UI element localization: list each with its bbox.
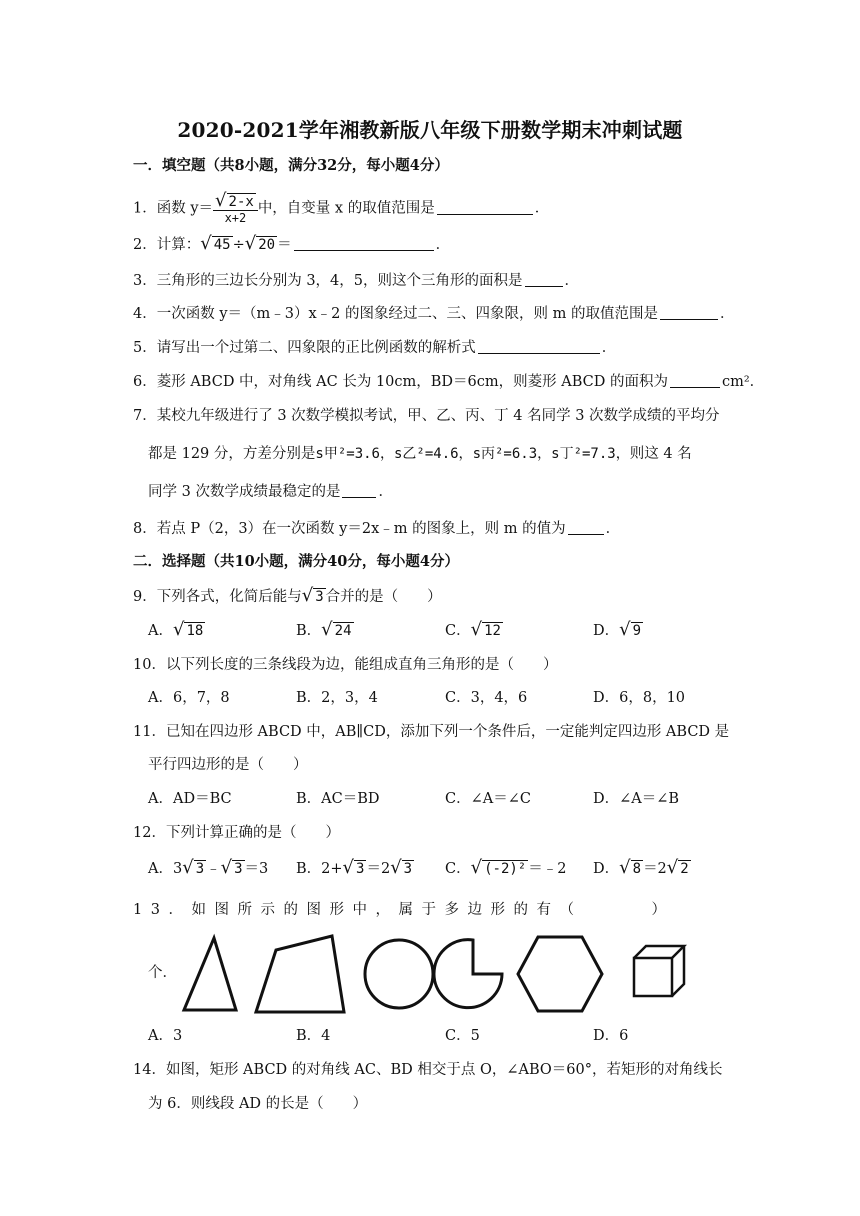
question-11-line-1: 11．已知在四边形 ABCD 中，AB∥CD，添加下列一个条件后，一定能判定四边形 ABCD 是 — [133, 724, 730, 740]
question-13-line-1: 13．如图所示的图形中，属于多边形的有（ ） — [133, 902, 675, 918]
answer-blank[interactable] — [670, 373, 720, 388]
option-c[interactable]: C．∠A＝∠C — [445, 791, 531, 807]
option-d[interactable]: D． √ 8 ＝2 √ 2 — [593, 857, 689, 878]
option-a[interactable]: A．3 √ 3 ﹣ √ 3 ＝3 — [148, 857, 269, 878]
option-c[interactable]: C． √ (-2)² ＝﹣2 — [445, 857, 567, 878]
triangle-figure — [184, 938, 236, 1010]
option-b[interactable]: B．2+ √ 3 ＝2 √ 3 — [296, 857, 413, 878]
question-3: 3．三角形的三边长分别为 3，4，5，则这个三角形的面积是 ． — [133, 273, 580, 289]
option-c[interactable]: C． √ 12 — [445, 619, 501, 640]
answer-blank[interactable] — [525, 272, 563, 287]
option-c[interactable]: C．3，4，6 — [445, 690, 528, 706]
answer-blank[interactable] — [568, 520, 604, 535]
page-title: 2020-2021学年湘教新版八年级下册数学期末冲刺试题 — [177, 118, 683, 142]
option-a[interactable]: A．3 — [148, 1028, 183, 1044]
option-d[interactable]: D． √ 9 — [593, 619, 642, 640]
question-1: 1．函数 y＝ √ 2-x x+2 中，自变量 x 的取值范围是 ． — [133, 190, 550, 225]
option-d[interactable]: D．∠A＝∠B — [593, 791, 680, 807]
option-a[interactable]: A．AD＝BC — [148, 791, 232, 807]
option-b[interactable]: B． √ 24 — [296, 619, 352, 640]
answer-blank[interactable] — [294, 236, 434, 251]
question-9: 9．下列各式，化简后能与 √ 3 合并的是（ ） — [133, 585, 442, 606]
section-fill-in-heading: 一．填空题（共8小题，满分32分，每小题4分） — [133, 157, 449, 174]
question-14-line-1: 14．如图，矩形 ABCD 的对角线 AC、BD 相交于点 O，∠ABO＝60°，若矩形的对角线长 — [133, 1062, 723, 1078]
option-a[interactable]: A．6，7，8 — [148, 690, 230, 706]
option-b[interactable]: B．2，3，4 — [296, 690, 378, 706]
option-d[interactable]: D．6，8，10 — [593, 690, 686, 706]
question-8: 8．若点 P（2，3）在一次函数 y＝2x﹣m 的图象上，则 m 的值为 ． — [133, 521, 621, 537]
fraction: √ 2-x x+2 — [213, 192, 258, 225]
question-6: 6．菱形 ABCD 中，对角线 AC 长为 10cm，BD＝6cm，则菱形 ABCD 的面积为 cm²． — [133, 374, 765, 390]
option-c[interactable]: C．5 — [445, 1028, 480, 1044]
question-4: 4．一次函数 y＝（m﹣3）x﹣2 的图象经过二、三、四象限，则 m 的取值范围是 ． — [133, 306, 735, 322]
question-7-line-3: 同学 3 次数学成绩最稳定的是 ． — [148, 484, 393, 500]
option-d[interactable]: D．6 — [593, 1028, 629, 1044]
question-11-line-2: 平行四边形的是（ ） — [148, 757, 308, 773]
answer-blank[interactable] — [437, 200, 533, 215]
answer-blank[interactable] — [478, 339, 600, 354]
cube-figure — [634, 946, 684, 996]
question-14-line-2: 为 6．则线段 AD 的长是（ ） — [148, 1096, 368, 1112]
question-13-line-2: 个． — [148, 965, 177, 981]
question-10: 10．以下列长度的三条线段为边，能组成直角三角形的是（ ） — [133, 657, 558, 673]
question-7-line-1: 7．某校九年级进行了 3 次数学模拟考试，甲、乙、丙、丁 4 名同学 3 次数学成绩的平均分 — [133, 408, 720, 424]
circle-figure — [365, 940, 433, 1008]
option-b[interactable]: B．AC＝BD — [296, 791, 380, 807]
hexagon-figure — [518, 937, 602, 1011]
answer-blank[interactable] — [342, 483, 376, 498]
quadrilateral-figure — [256, 936, 344, 1012]
section-choice-heading: 二．选择题（共10小题，满分40分，每小题4分） — [133, 553, 459, 570]
sector-figure — [434, 940, 502, 1008]
answer-blank[interactable] — [660, 305, 718, 320]
question-2: 2．计算： √ 45 ÷ √ 20 ＝ ． — [133, 233, 451, 254]
polygon-figures — [176, 930, 696, 1022]
option-a[interactable]: A． √ 18 — [148, 619, 204, 640]
question-7-line-2: 都是 129 分，方差分别是s甲²=3.6，s乙²=4.6，s丙²=6.3，s丁²=7.3，则这 4 名 — [148, 446, 692, 462]
option-b[interactable]: B．4 — [296, 1028, 331, 1044]
question-5: 5．请写出一个过第二、四象限的正比例函数的解析式 ． — [133, 340, 617, 356]
question-12: 12．下列计算正确的是（ ） — [133, 825, 340, 841]
